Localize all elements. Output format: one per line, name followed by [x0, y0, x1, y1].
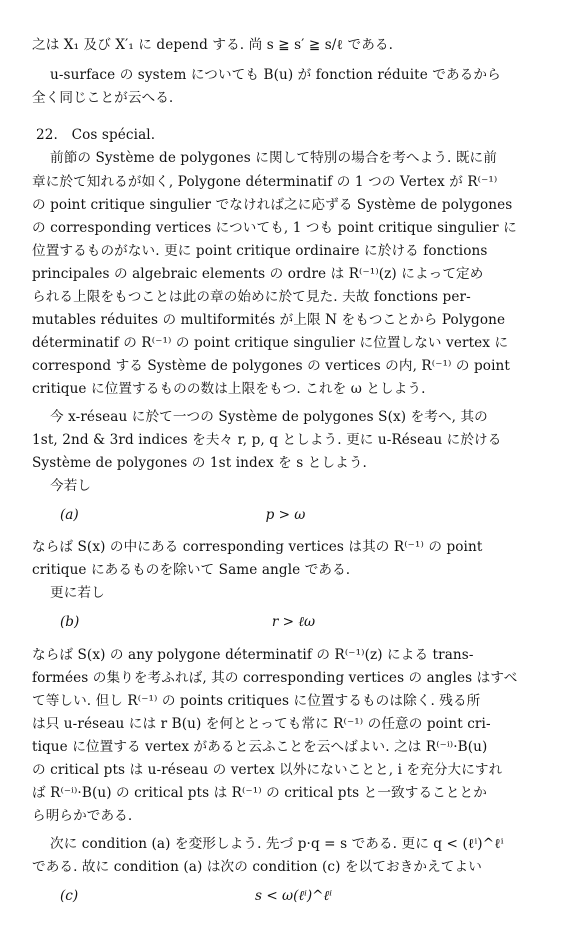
- equation-label: (a): [60, 507, 79, 523]
- text-line: principales の algebraic elements の ordre は R⁽⁻¹⁾(z) によって定め: [32, 266, 484, 282]
- text-line: ば R⁽⁻ⁱ⁾·B(u) の critical pts は R⁽⁻¹⁾ の critical pts と一致することとか: [32, 785, 487, 801]
- text-line: は只 u-réseau には r B(u) を何ととっても常に R⁽⁻¹⁾ の任意の point cri-: [32, 716, 491, 732]
- text-line: 今若し: [50, 478, 92, 494]
- text-line: て等しい. 但し R⁽⁻¹⁾ の points critiques に位置するものは除く. 残る所: [32, 693, 481, 709]
- text-line: の corresponding vertices についても, 1 つも point critique singulier に: [32, 220, 517, 236]
- text-line: 今 x-réseau に於て一つの Système de polygones S(x) を考へ, 其の: [50, 409, 488, 425]
- text-line: である. 故に condition (a) は次の condition (c) を以ておきかえてよい: [32, 859, 482, 875]
- section-heading: 22. Cos spécial.: [36, 127, 156, 143]
- text-line: formées の集りを考ふれば, 其の corresponding vertices の angles はすべ: [32, 670, 518, 686]
- text-line: u-surface の system についても B(u) が fonction réduite であるから: [50, 67, 501, 83]
- text-line: 之は X₁ 及び X′₁ に depend する. 尚 s ≧ s′ ≧ s/ℓ である.: [32, 37, 394, 53]
- text-line: の critical pts は u-réseau の vertex 以外にないことと, i を充分大にすれ: [32, 762, 503, 778]
- equation-formula: p > ω: [265, 507, 306, 523]
- text-line: 章に於て知れるが如く, Polygone déterminatif の 1 つの Vertex が R⁽⁻¹⁾: [32, 174, 498, 190]
- equation-formula: s < ω(ℓⁱ)^ℓⁱ: [255, 888, 332, 904]
- text-line: critique にあるものを除いて Same angle である.: [32, 562, 351, 578]
- equation-label: (b): [60, 614, 80, 630]
- text-line: 全く同じことが云へる.: [32, 90, 174, 106]
- equation-formula: r > ℓω: [271, 614, 316, 630]
- text-line: correspond する Système de polygones の vertices の内, R⁽⁻¹⁾ の point: [32, 358, 510, 374]
- text-line: déterminatif の R⁽⁻¹⁾ の point critique singulier に位置しない vertex に: [32, 335, 509, 351]
- text-line: mutables réduites の multiformités が上限 N をもつことから Polygone: [32, 312, 506, 328]
- text-line: ならば S(x) の any polygone déterminatif の R⁽⁻¹⁾(z) による trans-: [32, 647, 474, 663]
- text-line: 更に若し: [50, 585, 105, 601]
- text-line: 1st, 2nd & 3rd indices を夫々 r, p, q としよう. 更に u-Réseau に於ける: [32, 432, 502, 448]
- text-line: ならば S(x) の中にある corresponding vertices は其の R⁽⁻¹⁾ の point: [32, 539, 483, 555]
- text-line: られる上限をもつことは此の章の始めに於て見た. 夫故 fonctions per-: [32, 289, 471, 305]
- text-line: tique に位置する vertex があると云ふことを云へばよい. 之は R⁽⁻ⁱ⁾·B(u): [32, 739, 488, 755]
- text-line: critique に位置するものの数は上限をもつ. これを ω としよう.: [32, 381, 426, 397]
- text-line: 前節の Système de polygones に関して特別の場合を考へよう. 既に前: [50, 150, 497, 166]
- text-line: Système de polygones の 1st index を s としよう.: [32, 455, 367, 471]
- text-line: 位置するものがない. 更に point critique ordinaire に於ける fonctions: [32, 243, 488, 259]
- text-line: ら明らかである.: [32, 808, 133, 824]
- equation-label: (c): [60, 888, 79, 904]
- text-line: 次に condition (a) を変形しよう. 先づ p·q = s である. 更に q < (ℓⁱ)^ℓⁱ: [50, 836, 504, 852]
- text-line: の point critique singulier でなければ之に応ずる Système de polygones: [32, 197, 513, 213]
